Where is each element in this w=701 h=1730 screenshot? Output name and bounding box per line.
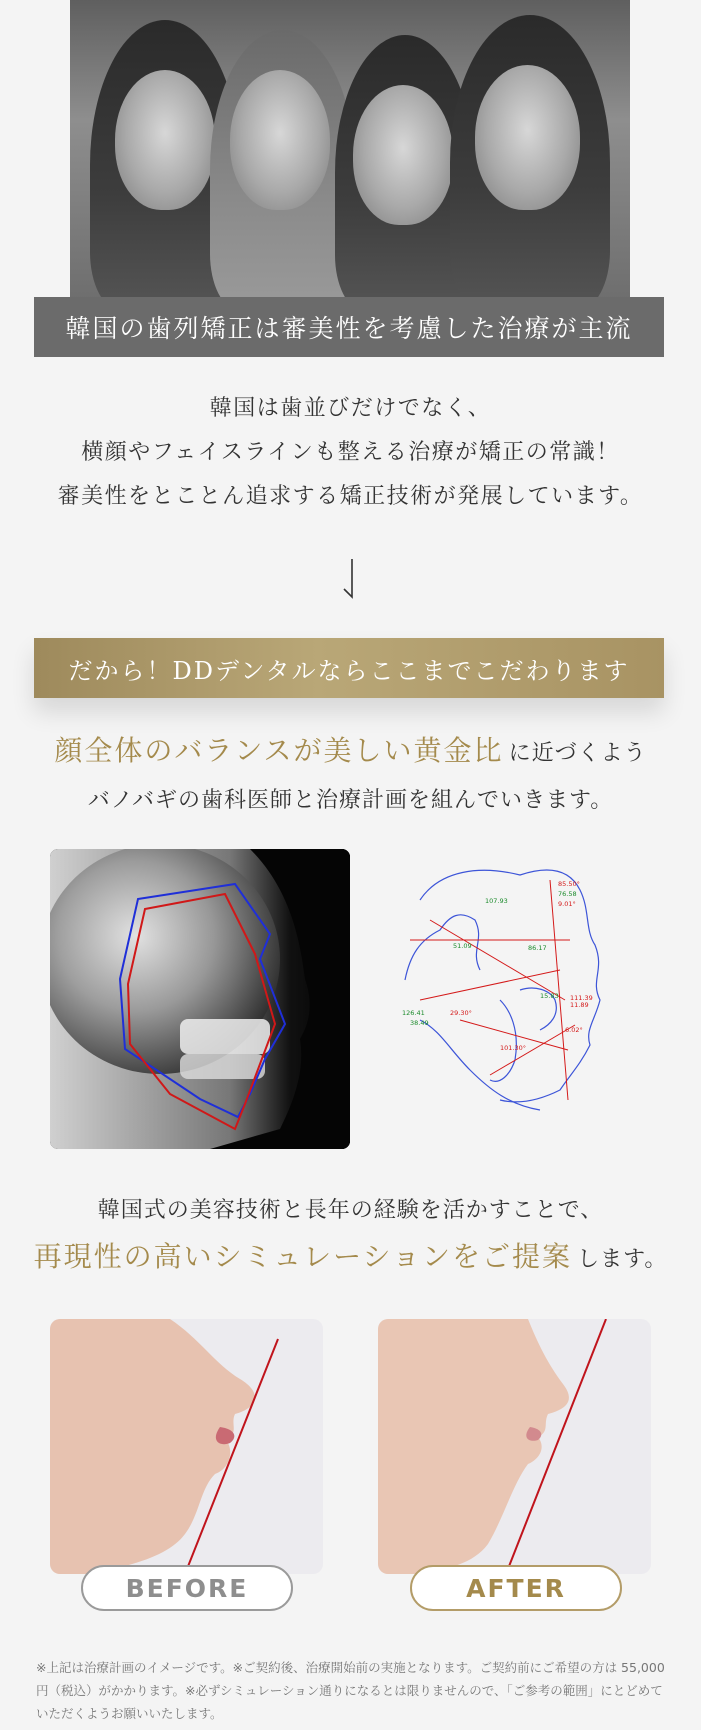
balance-highlight: 顔全体のバランスが美しい黄金比 [54,734,504,767]
hero-photo-four-women [70,0,630,300]
ceph-label: 38.49 [410,1019,429,1027]
before-profile-photo [50,1319,323,1574]
ceph-label: 126.41 [402,1009,425,1017]
simulation-line1: 韓国式の美容技術と長年の経験を活かすことで、 [97,1198,604,1223]
after-label: AFTER [410,1565,622,1611]
ceph-label: 86.17 [528,944,547,952]
ceph-label: 85.50° [558,880,580,888]
cephalometric-xray-image [50,849,350,1149]
ceph-label: 11.89 [570,1001,589,1009]
ceph-label: 15.83 [540,992,559,1000]
intro-line: 審美性をとことん追求する矯正技術が発展しています。 [57,484,644,509]
ceph-label: 101.30° [500,1044,526,1052]
ceph-label: 111.39 [570,994,593,1002]
after-profile-photo [378,1319,651,1574]
ceph-label: 6.02° [565,1026,583,1034]
simulation-text [0,1188,701,1284]
cephalometric-tracing-diagram [390,860,640,1140]
commitment-banner: だから！DDデンタルならここまでこだわります [34,638,664,698]
balance-text [0,728,701,824]
intro-line: 横顔やフェイスラインも整える治療が矯正の常識！ [81,440,620,465]
simulation-rest: します。 [577,1247,668,1272]
ceph-label: 107.93 [485,897,508,905]
intro-line: 韓国は歯並びだけでなく、 [209,396,492,421]
hero-title: 韓国の歯列矯正は審美性を考慮した治療が主流 [34,297,664,357]
disclaimer-note: ※上記は治療計画のイメージです。※ご契約後、治療開始前の実施となります。ご契約前にご希望の方は 55,000 円（税込）がかかります。※必ずシミュレーション通りになるとは限りませんので、「ご参考の範囲」にとどめていただくようお願いいたします。 [36,1660,665,1721]
before-label: BEFORE [81,1565,293,1611]
ceph-label: 29.30° [450,1009,472,1017]
down-arrow-icon [336,555,366,605]
ceph-label: 76.58 [558,890,577,898]
ceph-label: 51.09 [453,942,472,950]
ceph-label: 9.01° [558,900,576,908]
balance-rest: に近づくよう [508,741,647,766]
balance-line2: バノバギの歯科医師と治療計画を組んでいきます。 [87,788,614,813]
intro-text [0,387,701,519]
simulation-highlight: 再現性の高いシミュレーションをご提案 [33,1240,572,1273]
